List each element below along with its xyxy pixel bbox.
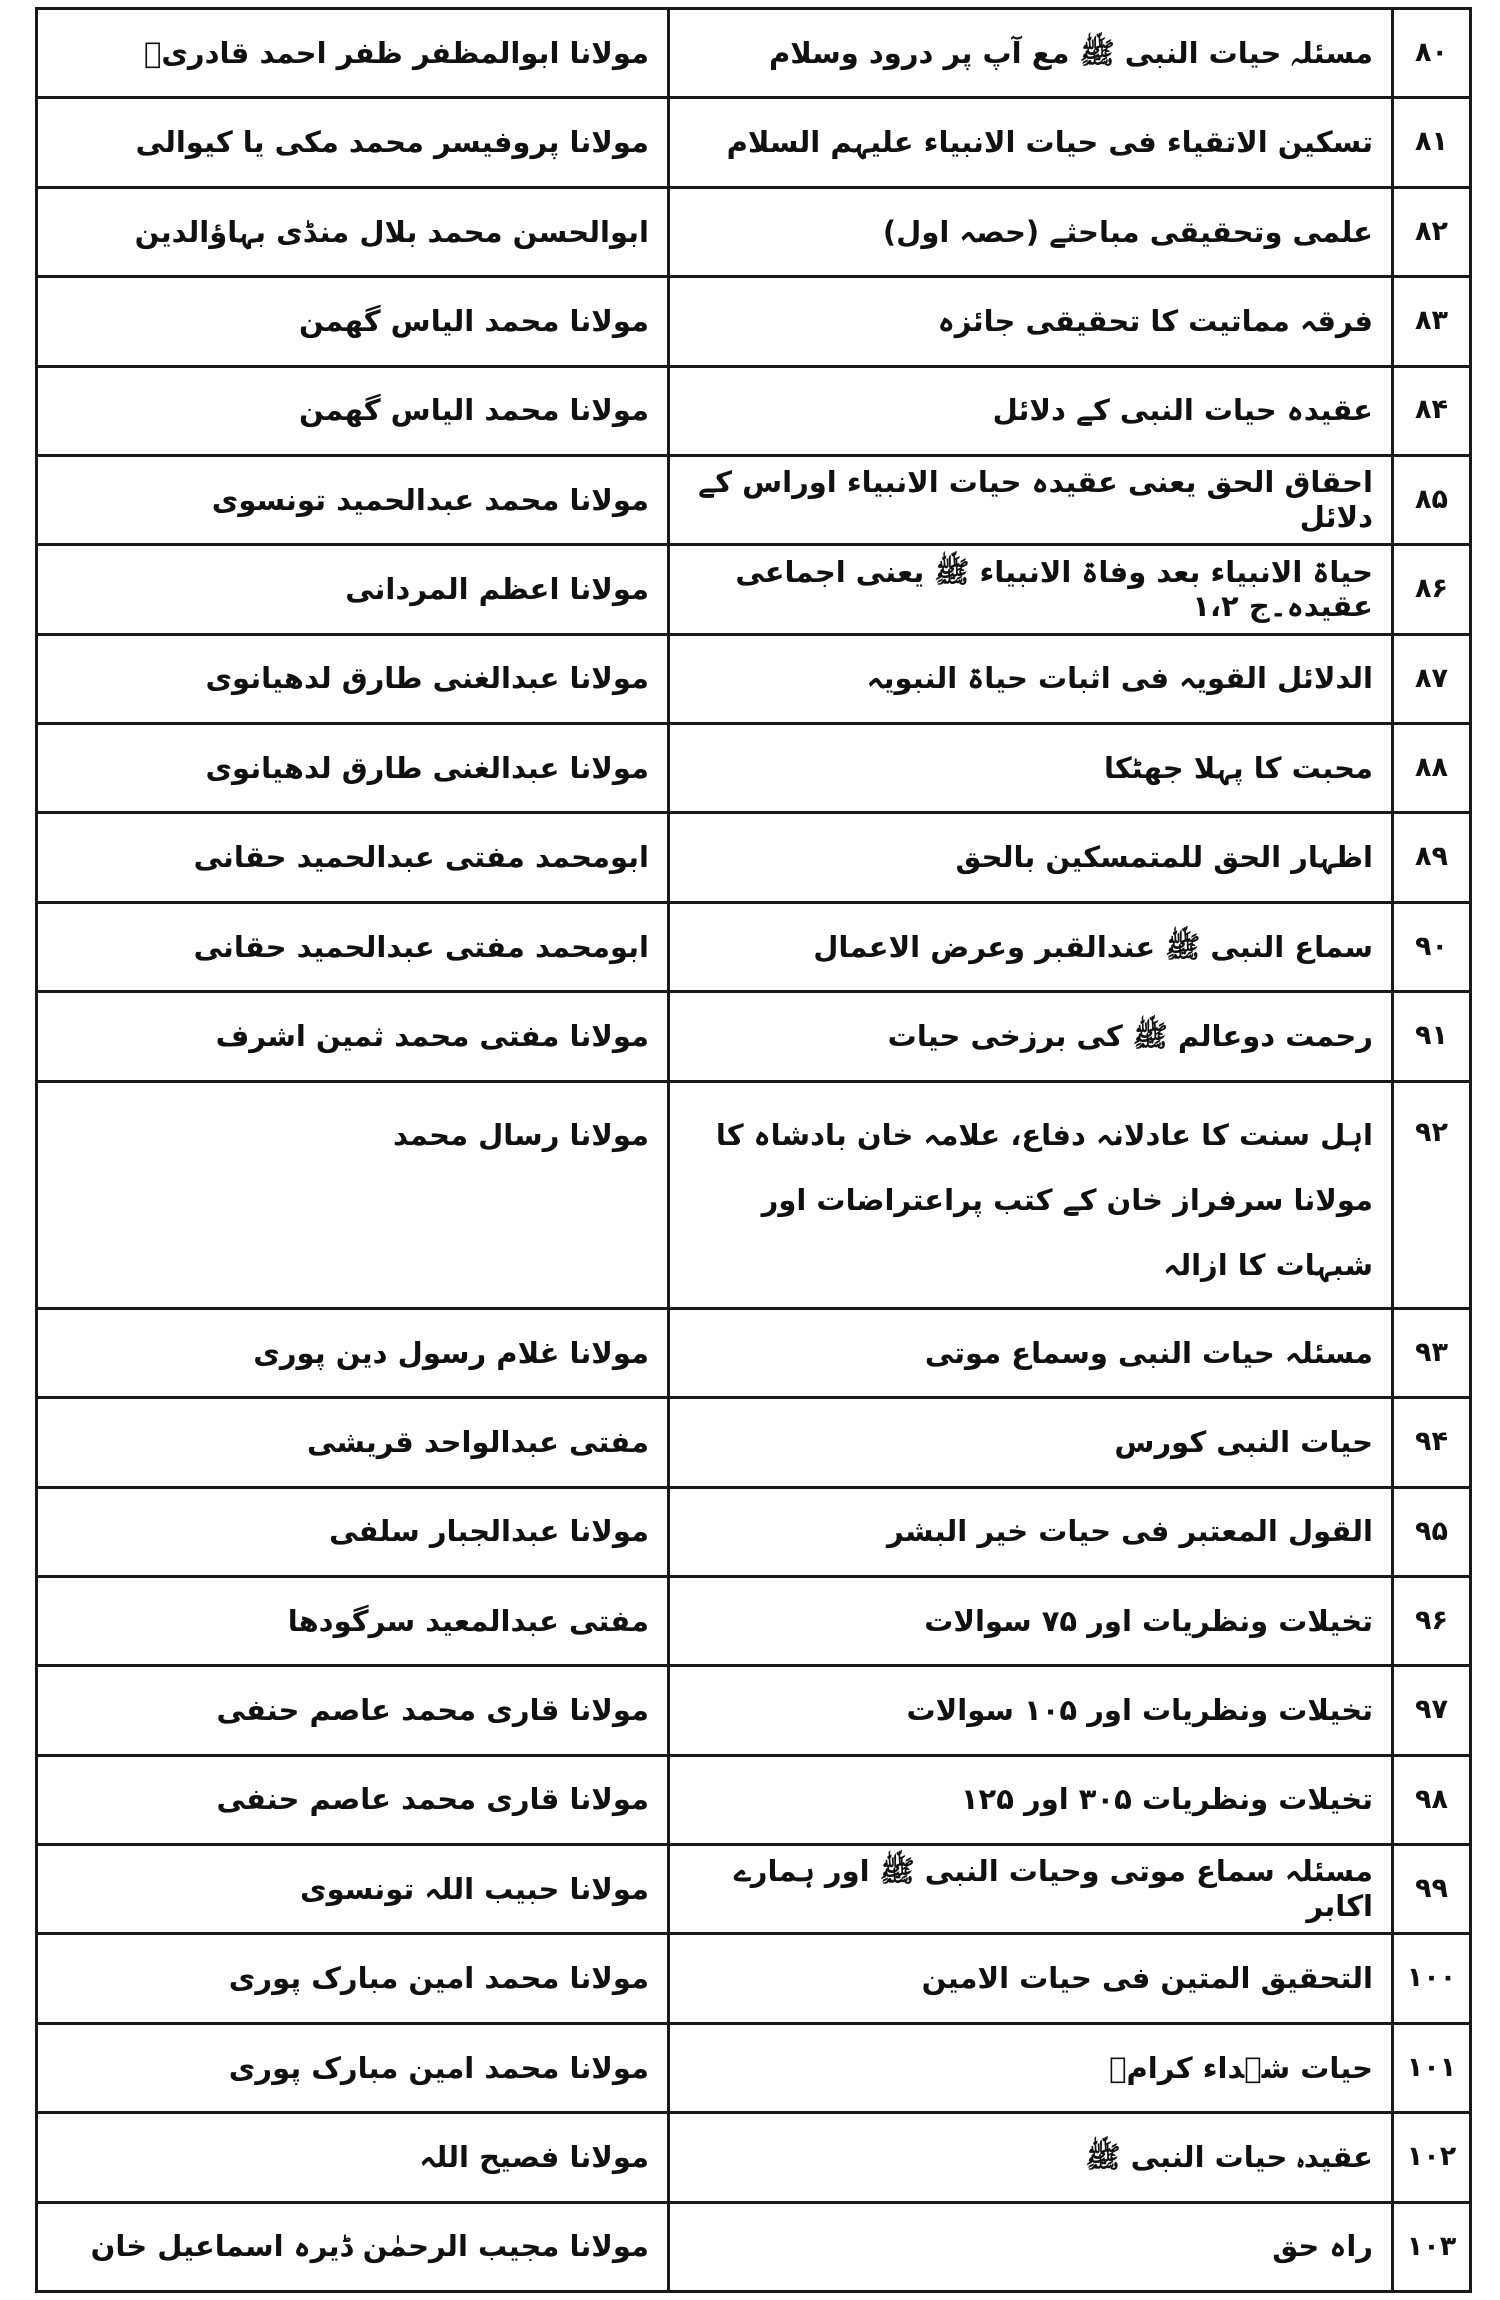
row-number: ۹۹ (1393, 1845, 1471, 1934)
table-row (37, 277, 1471, 366)
row-number: ۸۴ (1393, 366, 1471, 455)
book-title: سماع النبی ﷺ عندالقبر وعرض الاعمال (669, 902, 1393, 991)
row-number: ۸۶ (1393, 545, 1471, 634)
row-number: ۱۰۱ (1393, 2023, 1471, 2112)
table-row (37, 545, 1471, 634)
table-row (37, 9, 1471, 98)
book-title: تخیلات ونظریات اور ۱۰۵ سوالات (669, 1666, 1393, 1755)
book-author: مولانا ابوالمظفر ظفر احمد قادریؒ (37, 9, 669, 98)
row-number: ۸۱ (1393, 98, 1471, 187)
table-row (37, 1576, 1471, 1665)
table-row (37, 1081, 1471, 1308)
table-row (37, 813, 1471, 902)
book-title: مسئلہ حیات النبی ﷺ مع آپ پر درود وسلام (669, 9, 1393, 98)
table-row (37, 2113, 1471, 2202)
row-number: ۹۳ (1393, 1308, 1471, 1397)
book-author: مولانا محمد الیاس گھمن (37, 366, 669, 455)
row-number: ۹۰ (1393, 902, 1471, 991)
row-number: ۱۰۲ (1393, 2113, 1471, 2202)
row-number: ۸۳ (1393, 277, 1471, 366)
book-title: مسئلہ حیات النبی وسماع موتی (669, 1308, 1393, 1397)
row-number: ۹۸ (1393, 1755, 1471, 1844)
book-author: مولانا محمد امین مبارک پوری (37, 1934, 669, 2023)
table-row (37, 902, 1471, 991)
table-row (37, 1487, 1471, 1576)
book-author: مولانا عبدالغنی طارق لدھیانوی (37, 634, 669, 723)
book-author: مولانا غلام رسول دین پوری (37, 1308, 669, 1397)
row-number: ۹۲ (1393, 1081, 1471, 1308)
book-title: القول المعتبر فی حیات خیر البشر (669, 1487, 1393, 1576)
book-title: الدلائل القویہ فی اثبات حیاۃ النبویہ (669, 634, 1393, 723)
book-author: ابوالحسن محمد بلال منڈی بہاؤالدین (37, 187, 669, 276)
book-title: تخیلات ونظریات اور ۷۵ سوالات (669, 1576, 1393, 1665)
table-row (37, 1398, 1471, 1487)
row-number: ۸۷ (1393, 634, 1471, 723)
table-row (37, 1934, 1471, 2023)
book-title: عقیدہ حیات النبی کے دلائل (669, 366, 1393, 455)
table-row (37, 2023, 1471, 2112)
book-title: فرقہ مماتیت کا تحقیقی جائزہ (669, 277, 1393, 366)
book-title: تسکین الاتقیاء فی حیات الانبیاء علیہم السلام (669, 98, 1393, 187)
book-author: مولانا محمد عبدالحمید تونسوی (37, 455, 669, 544)
book-title: تخیلات ونظریات ۳۰۵ اور ۱۲۵ (669, 1755, 1393, 1844)
table-row (37, 187, 1471, 276)
book-author: مولانا مفتی محمد ثمین اشرف (37, 992, 669, 1081)
book-author: مولانا محمد الیاس گھمن (37, 277, 669, 366)
row-number: ۹۱ (1393, 992, 1471, 1081)
book-title: رحمت دوعالم ﷺ کی برزخی حیات (669, 992, 1393, 1081)
row-number: ۹۷ (1393, 1666, 1471, 1755)
table-row (37, 1845, 1471, 1934)
book-author: مولانا حبیب اللہ تونسوی (37, 1845, 669, 1934)
book-author: مولانا قاری محمد عاصم حنفی (37, 1755, 669, 1844)
book-title: محبت کا پہلا جھٹکا (669, 724, 1393, 813)
row-number: ۱۰۰ (1393, 1934, 1471, 2023)
row-number: ۸۰ (1393, 9, 1471, 98)
row-number: ۹۴ (1393, 1398, 1471, 1487)
table-row (37, 1308, 1471, 1397)
row-number: ۸۲ (1393, 187, 1471, 276)
book-author: ابومحمد مفتی عبدالحمید حقانی (37, 902, 669, 991)
book-title: احقاق الحق یعنی عقیدہ حیات الانبیاء اوراس کے دلائل (669, 455, 1393, 544)
book-title: عقیدہ حیات النبی ﷺ (669, 2113, 1393, 2202)
book-author: مولانا مجیب الرحمٰن ڈیرہ اسماعیل خان (37, 2202, 669, 2291)
book-author: مفتی عبدالمعید سرگودھا (37, 1576, 669, 1665)
book-title: حیاۃ الانبیاء بعد وفاۃ الانبیاء ﷺ یعنی اجماعی عقیدہ۔ج ۱،۲ (669, 545, 1393, 634)
table-row (37, 1755, 1471, 1844)
book-title: مسئلہ سماع موتی وحیات النبی ﷺ اور ہمارے اکابر (669, 1845, 1393, 1934)
book-title: راہ حق (669, 2202, 1393, 2291)
book-title: حیات النبی کورس (669, 1398, 1393, 1487)
row-number: ۱۰۳ (1393, 2202, 1471, 2291)
book-author: مولانا محمد امین مبارک پوری (37, 2023, 669, 2112)
book-list-body (37, 9, 1471, 2292)
book-title: اظہار الحق للمتمسکین بالحق (669, 813, 1393, 902)
table-row (37, 366, 1471, 455)
book-author: مولانا فصیح اللہ (37, 2113, 669, 2202)
book-title: اہل سنت کا عادلانہ دفاع، علامہ خان بادشاہ کا مولانا سرفراز خان کے کتب پراعتراضات اور شبہات کا ازالہ (669, 1081, 1393, 1308)
book-title: التحقیق المتین فی حیات الامین (669, 1934, 1393, 2023)
book-author: مولانا قاری محمد عاصم حنفی (37, 1666, 669, 1755)
book-title: حیات شہداء کرامؓ (669, 2023, 1393, 2112)
table-row (37, 1666, 1471, 1755)
row-number: ۸۹ (1393, 813, 1471, 902)
row-number: ۸۵ (1393, 455, 1471, 544)
book-author: مولانا رسال محمد (37, 1081, 669, 1308)
book-author: ابومحمد مفتی عبدالحمید حقانی (37, 813, 669, 902)
table-row (37, 724, 1471, 813)
table-row (37, 992, 1471, 1081)
row-number: ۸۸ (1393, 724, 1471, 813)
table-row (37, 98, 1471, 187)
book-title: علمی وتحقیقی مباحثے (حصہ اول) (669, 187, 1393, 276)
book-author: مولانا اعظم المردانی (37, 545, 669, 634)
book-author: مولانا پروفیسر محمد مکی یا کیوالی (37, 98, 669, 187)
book-author: مفتی عبدالواحد قریشی (37, 1398, 669, 1487)
table-row (37, 455, 1471, 544)
book-list-table (35, 7, 1472, 2293)
row-number: ۹۵ (1393, 1487, 1471, 1576)
table-row (37, 2202, 1471, 2291)
table-row (37, 634, 1471, 723)
row-number: ۹۶ (1393, 1576, 1471, 1665)
book-author: مولانا عبدالغنی طارق لدھیانوی (37, 724, 669, 813)
book-author: مولانا عبدالجبار سلفی (37, 1487, 669, 1576)
